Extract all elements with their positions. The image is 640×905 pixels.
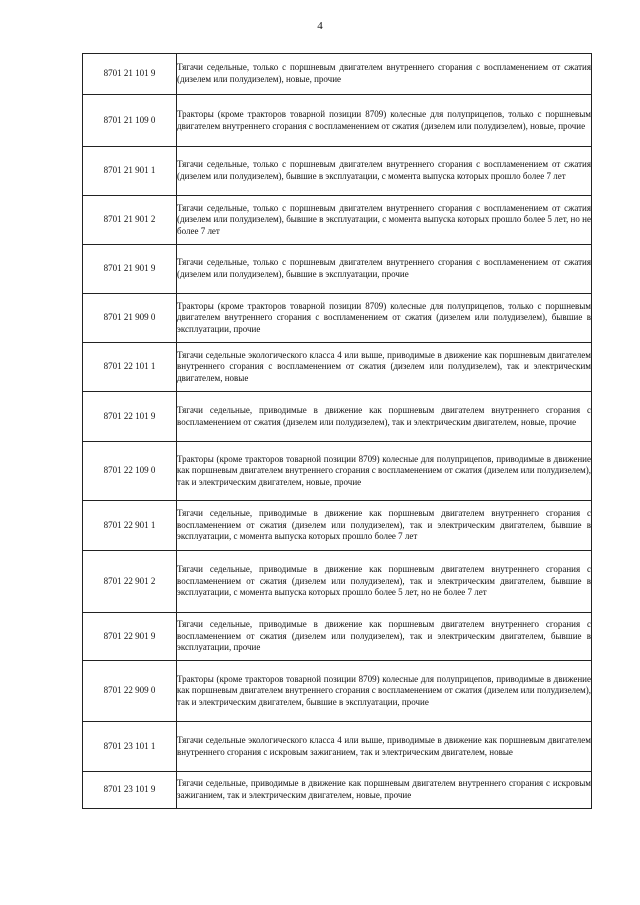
tariff-code: 8701 21 901 1 [83,147,177,196]
table-row [83,772,592,809]
tariff-code: 8701 22 901 1 [83,501,177,551]
goods-description: Тягачи седельные, только с поршневым двигателем внутреннего сгорания с воспламенением от сжатия (дизелем или полудизелем), новые, прочие [177,54,592,95]
table-row [83,343,592,392]
goods-description: Тягачи седельные, приводимые в движение как поршневым двигателем внутреннего сгорания с воспламенением от сжатия (дизелем или полудизелем), так и электрическим двигателем, бывшие в эксплуатации, с момента выпуска которых прошло более 5 лет, но не более 7 лет [177,551,592,613]
goods-description: Тягачи седельные, только с поршневым двигателем внутреннего сгорания с воспламенением от сжатия (дизелем или полудизелем), бывшие в эксплуатации, с момента выпуска которых прошло более 5 лет, но не более 7 лет [177,196,592,245]
table-row [83,661,592,722]
tariff-code: 8701 22 109 0 [83,442,177,501]
goods-description: Тягачи седельные, приводимые в движение как поршневым двигателем внутреннего сгорания с воспламенением от сжатия (дизелем или полудизелем), так и электрическим двигателем, бывшие в эксплуатации, с момента выпуска которых прошло более 7 лет [177,501,592,551]
goods-description: Тракторы (кроме тракторов товарной позиции 8709) колесные для полуприцепов, приводимые в движение как поршневым двигателем внутреннего сгорания с воспламенением от сжатия (дизелем или полудизелем), так и электрическим двигателем, бывшие в эксплуатации, прочие [177,661,592,722]
tariff-code: 8701 21 909 0 [83,294,177,343]
table-row [83,392,592,442]
goods-description: Тракторы (кроме тракторов товарной позиции 8709) колесные для полуприцепов, только с поршневым двигателем внутреннего сгорания с воспламенением от сжатия (дизелем или полудизелем), бывшие в эксплуатации, прочие [177,294,592,343]
goods-description: Тягачи седельные, только с поршневым двигателем внутреннего сгорания с воспламенением от сжатия (дизелем или полудизелем), бывшие в эксплуатации, прочие [177,245,592,294]
table-row [83,95,592,147]
table-row [83,722,592,772]
tariff-code: 8701 23 101 1 [83,722,177,772]
tariff-code: 8701 22 909 0 [83,661,177,722]
tariff-code: 8701 21 901 9 [83,245,177,294]
goods-description: Тракторы (кроме тракторов товарной позиции 8709) колесные для полуприцепов, только с поршневым двигателем внутреннего сгорания с воспламенением от сжатия (дизелем или полудизелем), новые, прочие [177,95,592,147]
tariff-code: 8701 22 101 1 [83,343,177,392]
table-row [83,54,592,95]
goods-description: Тягачи седельные, только с поршневым двигателем внутреннего сгорания с воспламенением от сжатия (дизелем или полудизелем), бывшие в эксплуатации, с момента выпуска которых прошло более 7 лет [177,147,592,196]
table-row [83,613,592,661]
table-row [83,551,592,613]
tariff-code: 8701 22 901 9 [83,613,177,661]
goods-description: Тягачи седельные, приводимые в движение как поршневым двигателем внутреннего сгорания с искровым зажиганием, так и электрическим двигателем, новые, прочие [177,772,592,809]
table-row [83,294,592,343]
tariff-code-table [82,53,592,809]
tariff-code: 8701 23 101 9 [83,772,177,809]
table-row [83,501,592,551]
tariff-code: 8701 21 109 0 [83,95,177,147]
goods-description: Тягачи седельные, приводимые в движение как поршневым двигателем внутреннего сгорания с воспламенением от сжатия (дизелем или полудизелем), так и электрическим двигателем, новые, прочие [177,392,592,442]
table-row [83,245,592,294]
tariff-code: 8701 22 901 2 [83,551,177,613]
tariff-code: 8701 21 901 2 [83,196,177,245]
goods-description: Тягачи седельные экологического класса 4 или выше, приводимые в движение как поршневым двигателем внутреннего сгорания с искровым зажиганием, так и электрическим двигателем, новые [177,722,592,772]
goods-description: Тракторы (кроме тракторов товарной позиции 8709) колесные для полуприцепов, приводимые в движение как поршневым двигателем внутреннего сгорания с воспламенением от сжатия (дизелем или полудизелем), так и электрическим двигателем, новые, прочие [177,442,592,501]
tariff-code: 8701 21 101 9 [83,54,177,95]
tariff-code: 8701 22 101 9 [83,392,177,442]
goods-description: Тягачи седельные, приводимые в движение как поршневым двигателем внутреннего сгорания с воспламенением от сжатия (дизелем или полудизелем), так и электрическим двигателем, бывшие в эксплуатации, прочие [177,613,592,661]
table-row [83,442,592,501]
table-row [83,147,592,196]
goods-description: Тягачи седельные экологического класса 4 или выше, приводимые в движение как поршневым двигателем внутреннего сгорания с воспламенением от сжатия (дизелем или полудизелем), так и электрическим двигателем, новые [177,343,592,392]
table-row [83,196,592,245]
page-number: 4 [317,20,323,32]
